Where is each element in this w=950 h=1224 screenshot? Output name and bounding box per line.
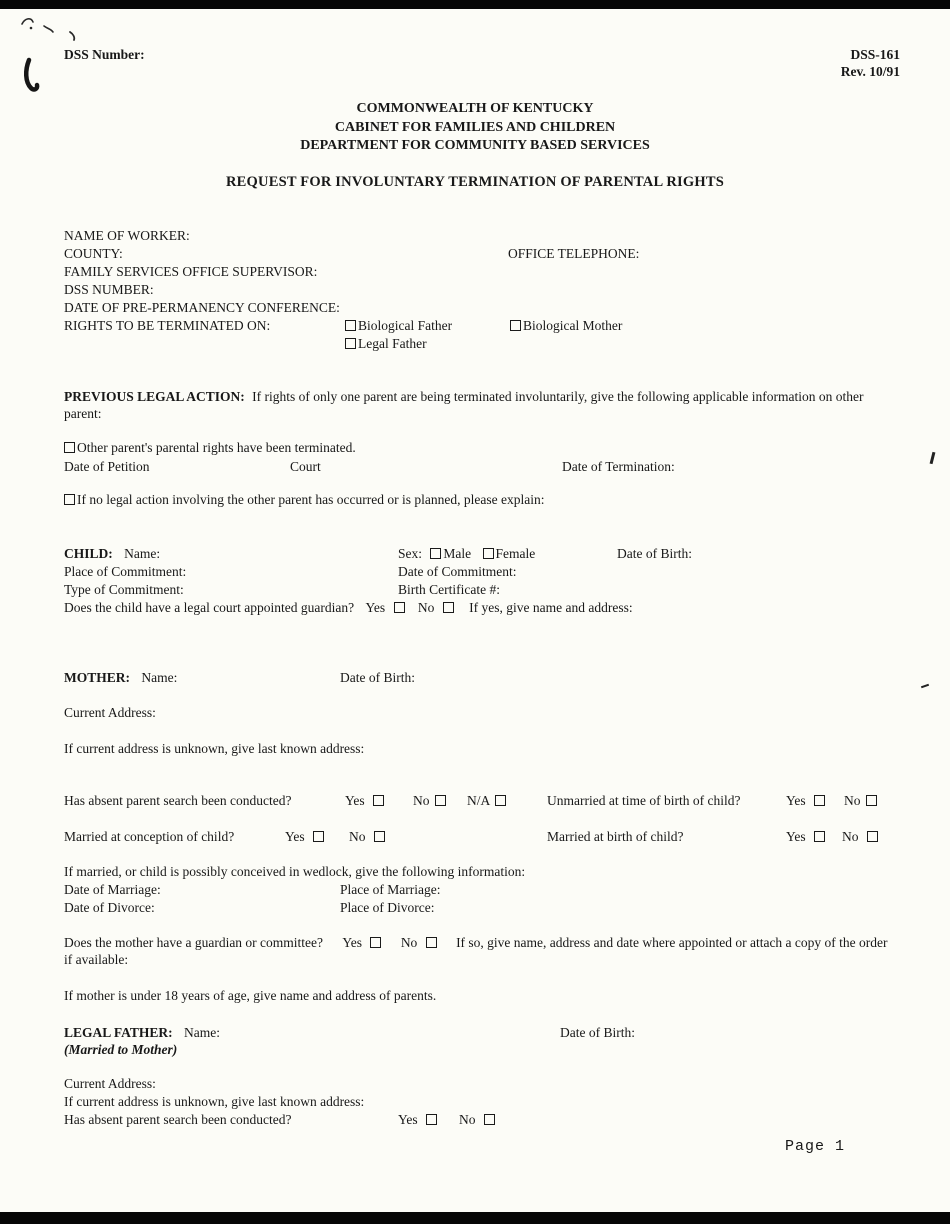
- legal-father-name-row: [64, 1024, 220, 1041]
- checkbox-married-conception-yes[interactable]: [313, 831, 324, 842]
- married-birth-yes: [786, 828, 825, 845]
- place-of-divorce-label: Place of Divorce:: [340, 900, 435, 915]
- lf-absent-search-yes: [398, 1111, 437, 1128]
- scan-speck: [921, 684, 929, 689]
- sex-label: Sex:: [398, 546, 423, 561]
- no-label: No: [349, 829, 366, 844]
- no-label: No: [459, 1112, 476, 1127]
- checkbox-lf-absent-search-yes[interactable]: [426, 1114, 437, 1125]
- mother-heading: MOTHER:: [64, 670, 130, 685]
- court-label: Court: [290, 459, 321, 474]
- yes-label: Yes: [398, 1112, 418, 1127]
- married-birth-question: Married at birth of child?: [547, 829, 684, 844]
- unmarried-no: [844, 792, 877, 809]
- checkbox-legal-father[interactable]: [345, 338, 356, 349]
- mother-under-18-note: If mother is under 18 years of age, give name and address of parents.: [64, 988, 437, 1003]
- other-parent-terminated-option: [64, 439, 356, 456]
- checkbox-mother-guardian-yes[interactable]: [370, 937, 381, 948]
- supervisor-label: FAMILY SERVICES OFFICE SUPERVISOR:: [64, 264, 318, 279]
- legal-father-last-known-address-label: If current address is unknown, give last known address:: [64, 1094, 365, 1109]
- date-of-termination-label: Date of Termination:: [562, 459, 675, 474]
- name-of-worker-label: NAME OF WORKER:: [64, 228, 190, 243]
- scan-speck: [930, 452, 936, 464]
- child-name-row: [64, 545, 160, 562]
- previous-legal-action-intro: [64, 388, 884, 422]
- mother-current-address-label: Current Address:: [64, 705, 156, 720]
- mother-guardian-followup: If so, give name, address and date where appointed or attach a copy of the order if available:: [64, 935, 888, 967]
- checkbox-no-legal-action[interactable]: [64, 494, 75, 505]
- wedlock-note: If married, or child is possibly conceived in wedlock, give the following information:: [64, 864, 526, 879]
- yes-label: Yes: [365, 600, 386, 615]
- no-legal-action-label: If no legal action involving the other parent has occurred or is planned, please explain:: [77, 492, 545, 507]
- checkbox-biological-father[interactable]: [345, 320, 356, 331]
- married-conception-no: [349, 828, 385, 845]
- yes-label: Yes: [342, 935, 363, 950]
- legal-father-heading: LEGAL FATHER:: [64, 1025, 173, 1040]
- date-of-marriage-label: Date of Marriage:: [64, 882, 161, 897]
- legal-father-label: Legal Father: [358, 336, 427, 351]
- checkbox-child-guardian-yes[interactable]: [394, 602, 405, 613]
- page-number: Page 1: [785, 1138, 846, 1155]
- na-label: N/A: [467, 793, 490, 808]
- yes-label: Yes: [786, 793, 806, 808]
- yes-label: Yes: [786, 829, 806, 844]
- child-sex-group: [398, 545, 535, 562]
- type-of-commitment-label: Type of Commitment:: [64, 582, 184, 597]
- place-of-marriage-label: Place of Marriage:: [340, 882, 441, 897]
- scan-bottom-bar: [0, 1212, 950, 1224]
- checkbox-male[interactable]: [430, 548, 441, 559]
- checkbox-unmarried-yes[interactable]: [814, 795, 825, 806]
- checkbox-child-guardian-no[interactable]: [443, 602, 454, 613]
- no-label: No: [413, 793, 430, 808]
- child-name-label: Name:: [124, 546, 161, 561]
- biological-mother-label: Biological Mother: [523, 318, 623, 333]
- checkbox-mother-guardian-no[interactable]: [426, 937, 437, 948]
- legal-father-absent-search-question: Has absent parent search been conducted?: [64, 1112, 292, 1127]
- mother-last-known-address-label: If current address is unknown, give last known address:: [64, 741, 365, 756]
- form-title: REQUEST FOR INVOLUNTARY TERMINATION OF PARENTAL RIGHTS: [226, 174, 724, 190]
- yes-label: Yes: [285, 829, 305, 844]
- checkbox-biological-mother[interactable]: [510, 320, 521, 331]
- no-label: No: [417, 600, 435, 615]
- org-line-1: COMMONWEALTH OF KENTUCKY: [356, 101, 594, 116]
- legal-father-name-label: Name:: [184, 1025, 221, 1040]
- previous-legal-action-text: If rights of only one parent are being terminated involuntarily, give the following applicable information on other parent:: [64, 389, 864, 421]
- unmarried-yes: [786, 792, 825, 809]
- absent-search-na: [467, 792, 506, 809]
- dss-number-field-label: DSS NUMBER:: [64, 282, 154, 297]
- biological-father-label: Biological Father: [358, 318, 453, 333]
- child-guardian-question: Does the child have a legal court appointed guardian?: [64, 600, 355, 615]
- married-conception-yes: [285, 828, 324, 845]
- mother-name-label: Name:: [141, 670, 178, 685]
- form-id-block: [841, 46, 900, 80]
- form-number: DSS-161: [850, 47, 900, 62]
- child-guardian-followup: If yes, give name and address:: [469, 600, 633, 615]
- date-of-divorce-label: Date of Divorce:: [64, 900, 155, 915]
- mother-guardian-row: [64, 934, 897, 968]
- scan-top-bar: [0, 0, 950, 9]
- rights-terminated-label: RIGHTS TO BE TERMINATED ON:: [64, 318, 271, 333]
- married-birth-no: [842, 828, 878, 845]
- date-of-petition-label: Date of Petition: [64, 459, 150, 474]
- mother-name-row: [64, 669, 177, 686]
- date-of-commitment-label: Date of Commitment:: [398, 564, 517, 579]
- biological-father-option: [345, 317, 452, 334]
- previous-legal-action-heading: PREVIOUS LEGAL ACTION:: [64, 389, 245, 404]
- form-revision: Rev. 10/91: [840, 64, 900, 79]
- mother-dob-label: Date of Birth:: [340, 670, 415, 685]
- org-line-2: CABINET FOR FAMILIES AND CHILDREN: [334, 119, 616, 135]
- legal-father-dob-label: Date of Birth:: [560, 1025, 635, 1040]
- dss-number-label: DSS Number:: [64, 47, 145, 62]
- lf-absent-search-no: [459, 1111, 495, 1128]
- biological-mother-option: [510, 317, 622, 334]
- absent-search-no: [413, 792, 446, 809]
- place-of-commitment-label: Place of Commitment:: [64, 564, 187, 579]
- county-label: COUNTY:: [64, 246, 123, 261]
- checkbox-lf-absent-search-no[interactable]: [484, 1114, 495, 1125]
- male-label: Male: [443, 546, 472, 561]
- no-label: No: [842, 829, 859, 844]
- header-block: [0, 100, 950, 156]
- birth-certificate-label: Birth Certificate #:: [398, 582, 500, 597]
- checkbox-other-parent-terminated[interactable]: [64, 442, 75, 453]
- checkbox-unmarried-no[interactable]: [866, 795, 877, 806]
- checkbox-married-conception-no[interactable]: [374, 831, 385, 842]
- absent-search-yes: [345, 792, 384, 809]
- unmarried-question: Unmarried at time of birth of child?: [547, 793, 741, 808]
- worker-info-block: [64, 227, 340, 335]
- checkbox-married-birth-no[interactable]: [867, 831, 878, 842]
- legal-father-option: [345, 335, 427, 352]
- no-legal-action-option: [64, 491, 544, 508]
- office-telephone-label: OFFICE TELEPHONE:: [508, 246, 640, 261]
- mother-guardian-question: Does the mother have a guardian or committee?: [64, 935, 324, 950]
- checkbox-absent-search-na[interactable]: [495, 795, 506, 806]
- legal-father-current-address-label: Current Address:: [64, 1076, 156, 1091]
- other-parent-terminated-label: Other parent's parental rights have been terminated.: [77, 440, 356, 455]
- female-label: Female: [495, 546, 536, 561]
- married-conception-question: Married at conception of child?: [64, 829, 235, 844]
- child-heading: CHILD:: [64, 546, 113, 561]
- child-dob-label: Date of Birth:: [617, 546, 692, 561]
- checkbox-married-birth-yes[interactable]: [814, 831, 825, 842]
- mother-absent-search-question: Has absent parent search been conducted?: [64, 793, 292, 808]
- married-to-mother-label: (Married to Mother): [64, 1042, 178, 1057]
- pre-permanency-label: DATE OF PRE-PERMANENCY CONFERENCE:: [64, 300, 340, 315]
- checkbox-absent-search-yes[interactable]: [373, 795, 384, 806]
- org-line-3: DEPARTMENT FOR COMMUNITY BASED SERVICES: [300, 138, 650, 153]
- yes-label: Yes: [345, 793, 365, 808]
- checkbox-absent-search-no[interactable]: [435, 795, 446, 806]
- child-guardian-row: [64, 599, 633, 616]
- no-label: No: [400, 935, 418, 950]
- checkbox-female[interactable]: [483, 548, 494, 559]
- no-label: No: [844, 793, 861, 808]
